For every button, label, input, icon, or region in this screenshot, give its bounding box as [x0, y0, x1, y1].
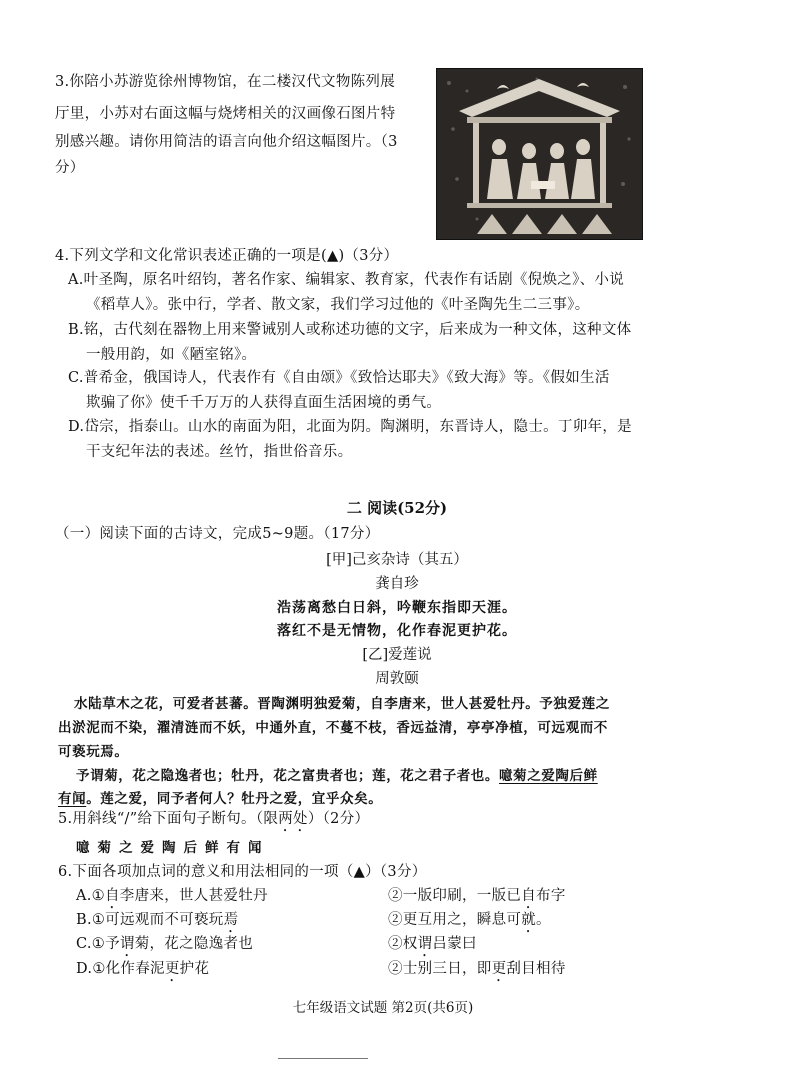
- essay-p2-text: 予谓菊，花之隐逸者也；牡丹，花之富贵者也；莲，花之君子者也。: [76, 768, 499, 784]
- essay-p2-text-2: 。莲之爱，同予者何人？牡丹之爱，宜乎众矣。: [86, 791, 383, 807]
- essay-author: 周敦颐: [375, 671, 419, 687]
- q3-line-4: 分）: [55, 160, 85, 176]
- q4-option-b-line-2: 一般用韵，如《陋室铭》。: [86, 347, 257, 363]
- relief-drawing: [437, 69, 642, 239]
- q3-line-2: 厅里，小苏对右面这幅与烧烤相关的汉画像石图片特: [55, 106, 396, 122]
- q6-row-d: [76, 957, 776, 985]
- q3-line-1: 3.你陪小苏游览徐州博物馆，在二楼汉代文物陈列展: [55, 74, 396, 90]
- essay-p1-line-2: 出淤泥而不染，濯清涟而不妖，中通外直，不蔓不枝，香远益清，亭亭净植，可远观而不: [58, 720, 608, 736]
- han-stone-relief-picture: [436, 68, 643, 240]
- section-title: 二 阅读(52分): [346, 499, 448, 517]
- essay-p2-line-1: [76, 764, 598, 784]
- q5-stem-points: ）（2分）: [307, 811, 370, 827]
- essay-p2-line-2: [58, 787, 382, 807]
- q4-option-a-line-1: A.叶圣陶，原名叶绍钧，著名作家、编辑家、教育家，代表作有话剧《倪焕之》、小说: [68, 272, 625, 288]
- q4-option-c-line-2: 欺骗了你》使千千万万的人获得直面生活困境的勇气。: [86, 395, 442, 411]
- poem-line-2: 落红不是无情物，化作春泥更护花。: [277, 623, 517, 639]
- q6-b-right-dot: 就: [521, 912, 537, 928]
- q6-a-left-rest: 李唐来，世人甚爱牡丹: [119, 888, 268, 904]
- essay-title: [乙]爱莲说: [362, 647, 432, 663]
- q4-option-d-line-1: D.岱宗，指泰山。山水的南面为阳，北面为阴。陶渊明，东晋诗人，隐士。丁卯年，是: [68, 419, 632, 435]
- q6-stem: 6.下面各项加点词的意义和用法相同的一项（▲）（3分）: [58, 864, 427, 880]
- q6-a-left-dot: 自: [104, 888, 120, 904]
- q6-d-right: [388, 957, 566, 985]
- q6-d-left: D.①化作春泥: [76, 961, 165, 977]
- q6-row-c: [76, 932, 776, 960]
- essay-p1-line-1: 水陆草木之花，可爱者甚蕃。晋陶渊明独爱菊，自李唐来，世人甚爱牡丹。予独爱莲之: [74, 696, 610, 712]
- poem-author: 龚自珍: [375, 576, 419, 592]
- q6-c-left-rest: 菊，花之隐逸者也: [134, 936, 254, 952]
- q6-d-left-dot: 更: [164, 961, 180, 977]
- essay-p2-underlined-1: 噫菊之爱陶后鲜: [499, 768, 598, 784]
- q6-b-left-dot: 焉: [223, 912, 239, 928]
- q5-stem-dotted: 两处: [278, 811, 308, 827]
- q6-d-right-dot: 更: [491, 961, 507, 977]
- q5-sentence: 噫菊之爱陶后鲜有闻: [76, 840, 270, 856]
- q4-option-d-line-2: 干支纪年法的表述。丝竹，指世俗音乐。: [86, 444, 353, 460]
- q6-a-left: A.①: [76, 888, 105, 904]
- q5-stem-text: 5.用斜线“/”给下面句子断句。（限: [58, 811, 279, 827]
- q6-a-right-dot: 自: [521, 888, 537, 904]
- q4-option-b-line-1: B.铭，古代刻在器物上用来警诫别人或称述功德的文字，后来成为一种文体，这种文体: [68, 322, 632, 338]
- section-instruction: （一）阅读下面的古诗文，完成5~9题。（17分）: [55, 526, 380, 542]
- essay-p1-line-3: 可亵玩焉。: [58, 744, 129, 760]
- q6-c-right: [388, 932, 477, 960]
- q6-c-right-text: ②权: [388, 936, 418, 952]
- q6-c-left-dot: 谓: [119, 936, 135, 952]
- q4-stem: 4.下列文学和文化常识表述正确的一项是(▲)（3分）: [55, 248, 399, 264]
- q6-d-right-text: ②士别三日，即: [388, 961, 492, 977]
- essay-p2-underlined-2: 有闻: [58, 791, 87, 807]
- q4-option-a-line-2: 《稻草人》。张中行，学者、散文家，我们学习过他的《叶圣陶先生二三事》。: [86, 297, 590, 313]
- q6-b-right-text: ②更互用之，瞬息可: [388, 912, 522, 928]
- q3-line-3: 别感兴趣。请你用简洁的语言向他介绍这幅图片。（3: [55, 134, 398, 150]
- q6-b-left: B.①可远观而不可亵玩: [76, 912, 224, 928]
- q4-option-c-line-1: C.普希金，俄国诗人，代表作有《自由颂》《致恰达耶夫》《致大海》等。《假如生活: [68, 370, 610, 386]
- q6-c-right-dot: 谓: [417, 936, 433, 952]
- q6-b-right-rest: 。: [536, 912, 551, 928]
- page-footer: 七年级语文试题 第2页(共6页): [292, 1000, 474, 1016]
- q6-d-left-rest: 护花: [179, 961, 210, 977]
- q5-stem: [58, 807, 369, 835]
- q6-d-right-rest: 刮目相待: [506, 961, 566, 977]
- q6-a-right-rest: 布字: [536, 888, 566, 904]
- q6-c-left: C.①予: [76, 936, 120, 952]
- q6-c-right-rest: 吕蒙曰: [432, 936, 477, 952]
- poem-title: [甲]己亥杂诗（其五）: [326, 552, 468, 568]
- footer-rule: [278, 1058, 368, 1059]
- q6-a-right-text: ②一版印刷，一版已: [388, 888, 522, 904]
- poem-line-1: 浩荡离愁白日斜，吟鞭东指即天涯。: [277, 600, 517, 616]
